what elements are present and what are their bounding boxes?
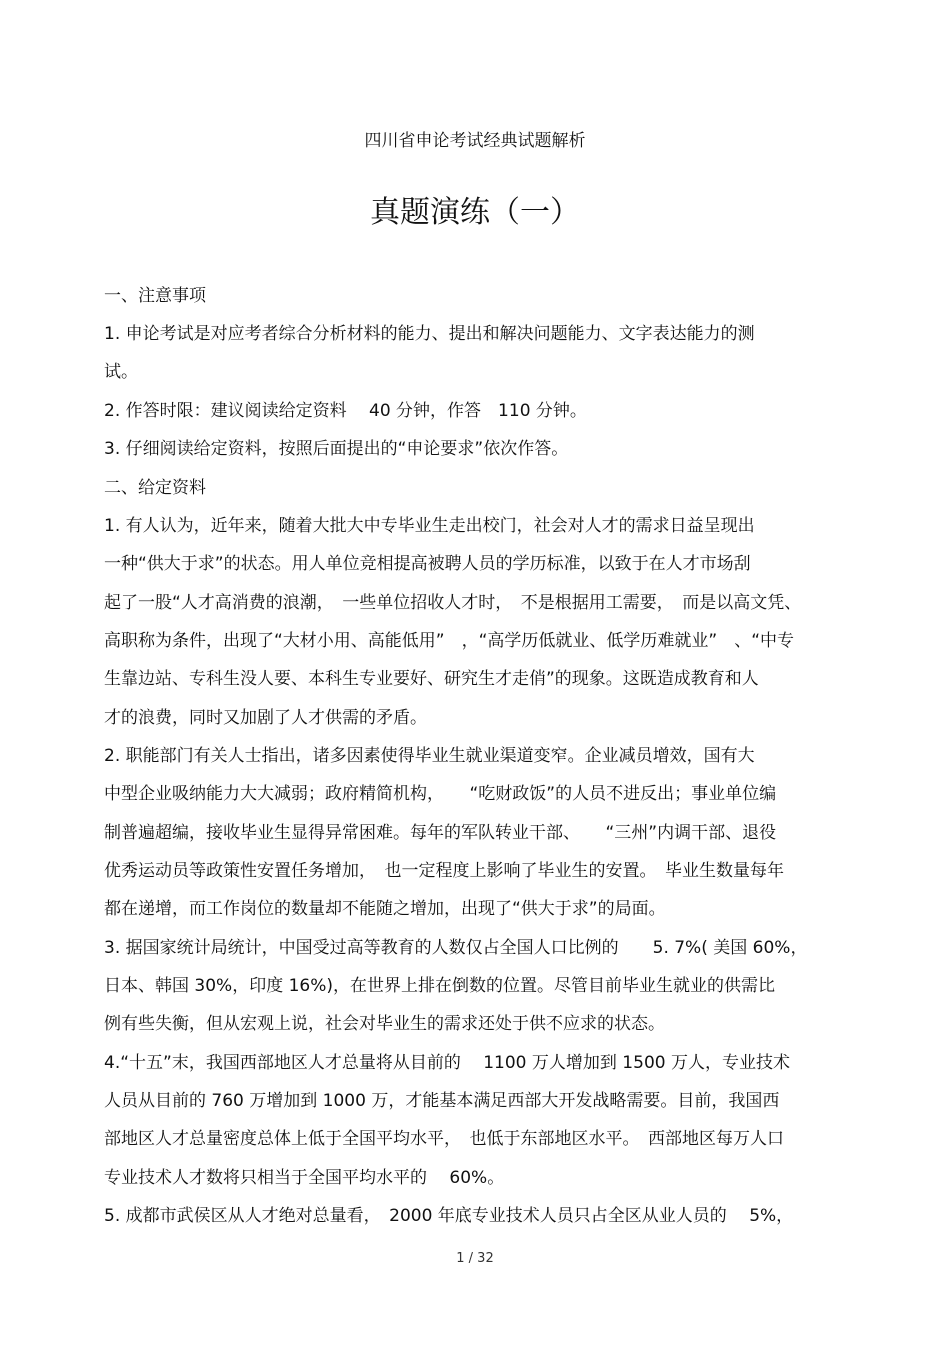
text-line: 部地区人才总量密度总体上低于全国平均水平， 也低于东部地区水平。 西部地区每万人口 (104, 1129, 784, 1149)
page-number: 1 / 32 (456, 1251, 494, 1266)
text-line: 人员从目前的 760 万增加到 1000 万，才能基本满足西部大开发战略需要。目前，我国西 (104, 1091, 780, 1111)
text-line: 一种“供大于求”的状态。用人单位竞相提高被聘人员的学历标准，以致于在人才市场刮 (104, 554, 751, 574)
text-line: 才的浪费，同时又加剧了人才供需的矛盾。 (104, 708, 427, 728)
document-subtitle: 四川省申论考试经典试题解析 (364, 131, 586, 151)
text-line: 5. 成都市武侯区从人才绝对总量看， 2000 年底专业技术人员只占全区从业人员的 5%， (104, 1206, 794, 1226)
text-line: 1. 申论考试是对应考者综合分析材料的能力、提出和解决问题能力、文字表达能力的测 (104, 324, 755, 344)
text-line: 4.“十五”末，我国西部地区人才总量将从目前的 1100 万人增加到 1500 万人，专业技术 (104, 1053, 790, 1073)
text-line: 2. 职能部门有关人士指出，诸多因素使得毕业生就业渠道变窄。企业减员增效，国有大 (104, 746, 755, 766)
text-line: 2. 作答时限：建议阅读给定资料 40 分钟，作答 110 分钟。 (104, 401, 587, 421)
text-line: 中型企业吸纳能力大大减弱；政府精简机构， “吃财政饭”的人员不进反出；事业单位编 (104, 784, 777, 804)
section-heading-materials: 二、给定资料 (104, 478, 206, 498)
text-line: 试。 (104, 362, 138, 382)
text-line: 专业技术人才数将只相当于全国平均水平的 60%。 (104, 1168, 505, 1188)
text-line: 3. 仔细阅读给定资料，按照后面提出的“申论要求”依次作答。 (104, 439, 569, 459)
section-heading-notes: 一、注意事项 (104, 286, 206, 306)
text-line: 3. 据国家统计局统计，中国受过高等教育的人数仅占全国人口比例的 5. 7%( 美国 60%， (104, 938, 808, 958)
text-line: 优秀运动员等政策性安置任务增加， 也一定程度上影响了毕业生的安置。 毕业生数量每年 (104, 861, 784, 881)
text-line: 高职称为条件，出现了“大材小用、高能低用” ，“高学历低就业、低学历难就业” 、“中专 (104, 631, 795, 651)
text-line: 起了一股“人才高消费的浪潮， 一些单位招收人才时， 不是根据用工需要， 而是以高文凭、 (104, 593, 802, 613)
text-line: 例有些失衡，但从宏观上说，社会对毕业生的需求还处于供不应求的状态。 (104, 1014, 665, 1034)
text-line: 1. 有人认为，近年来，随着大批大中专毕业生走出校门，社会对人才的需求日益呈现出 (104, 516, 755, 536)
text-line: 都在递增，而工作岗位的数量却不能随之增加，出现了“供大于求”的局面。 (104, 899, 666, 919)
document-title: 真题演练（一） (370, 195, 580, 230)
text-line: 日本、韩国 30%，印度 16%)，在世界上排在倒数的位置。尽管目前毕业生就业的供需比 (104, 976, 776, 996)
text-line: 制普遍超编，接收毕业生显得异常困难。每年的军队转业干部、 “三州”内调干部、退役 (104, 823, 777, 843)
text-line: 生靠边站、专科生没人要、本科生专业要好、研究生才走俏”的现象。这既造成教育和人 (104, 669, 759, 689)
